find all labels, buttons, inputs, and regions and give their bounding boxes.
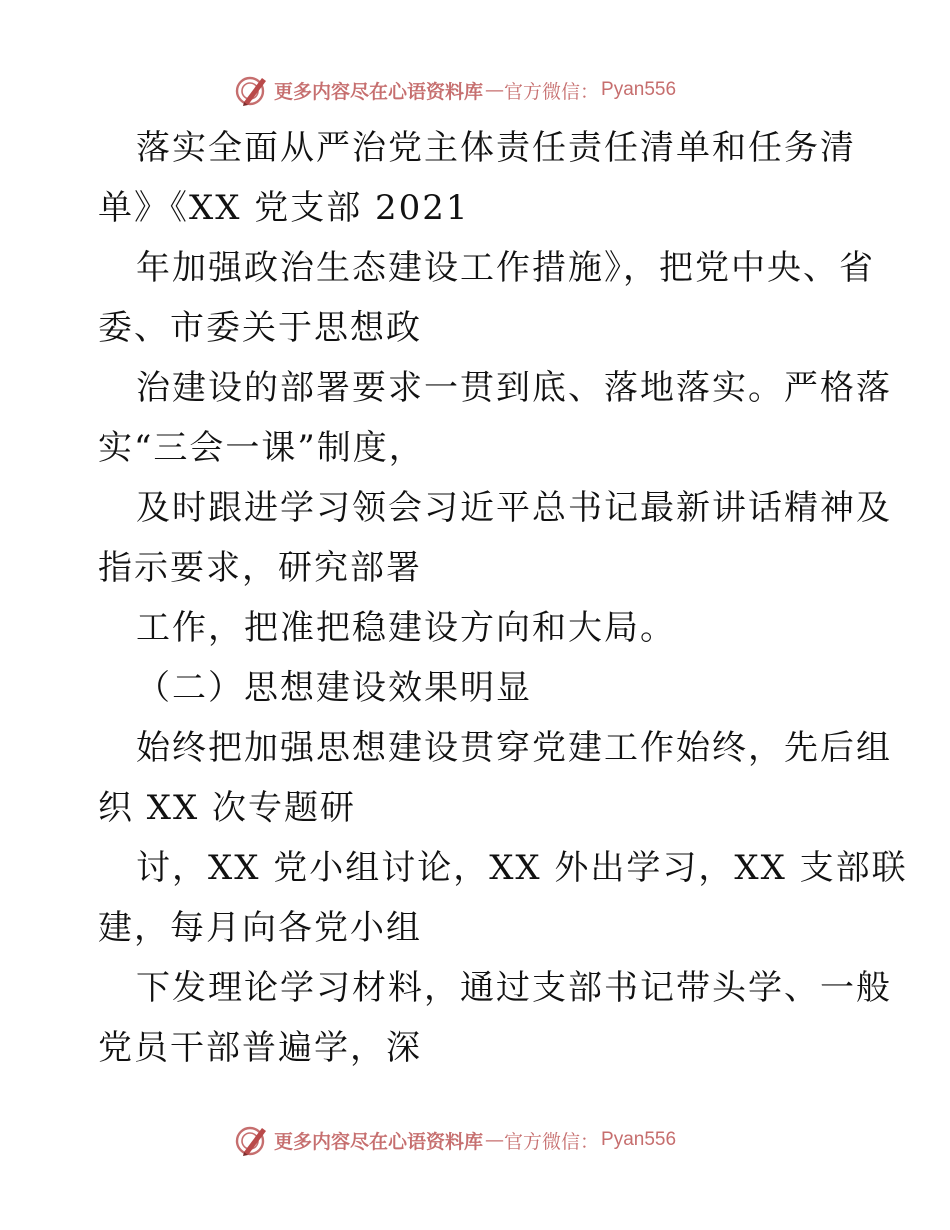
text-line: 落实全面从严治党主体责任责任清单和任务清 — [136, 128, 856, 168]
footer-watermark — [234, 1122, 676, 1158]
text-line: 始终把加强思想建设贯穿党建工作始终，先后组 — [136, 728, 892, 768]
text-line: 及时跟进学习领会习近平总书记最新讲话精神及 — [136, 488, 892, 528]
text-line: 讨，XX 党小组讨论，XX 外出学习，XX 支部联 — [136, 848, 908, 888]
pen-logo-icon — [234, 72, 270, 108]
text-line: 年加强政治生态建设工作措施》，把党中央、省 — [136, 248, 875, 288]
watermark-site-name: 更多内容尽在心语资料库 — [274, 80, 484, 103]
text-line: 下发理论学习材料，通过支部书记带头学、一般 — [136, 968, 892, 1008]
watermark-account: Pyan556 — [601, 79, 677, 100]
text-line: 指示要求，研究部署 — [98, 548, 422, 588]
text-line: 建，每月向各党小组 — [98, 908, 422, 948]
watermark-dash: — — [485, 79, 505, 101]
watermark-account: Pyan556 — [601, 1129, 677, 1150]
text-line: 织 XX 次专题研 — [98, 788, 357, 828]
watermark-label: 官方微信： — [504, 1130, 600, 1153]
watermark-site-name: 更多内容尽在心语资料库 — [274, 1130, 484, 1153]
header-watermark — [234, 72, 676, 108]
text-line: 工作，把准把稳建设方向和大局。 — [136, 608, 676, 648]
text-line: 实“三会一课”制度， — [98, 428, 425, 468]
watermark-dash: — — [485, 1129, 505, 1151]
text-line: 委、市委关于思想政 — [98, 308, 422, 348]
text-line: 治建设的部署要求一贯到底、落地落实。严格落 — [136, 368, 892, 408]
watermark-label: 官方微信： — [504, 80, 600, 103]
text-line: 单》《XX 党支部 2021 — [98, 188, 470, 228]
document-body — [98, 118, 908, 1078]
pen-logo-icon — [234, 1122, 270, 1158]
text-line: （二）思想建设效果明显 — [136, 668, 532, 708]
text-line: 党员干部普遍学，深 — [98, 1028, 422, 1068]
